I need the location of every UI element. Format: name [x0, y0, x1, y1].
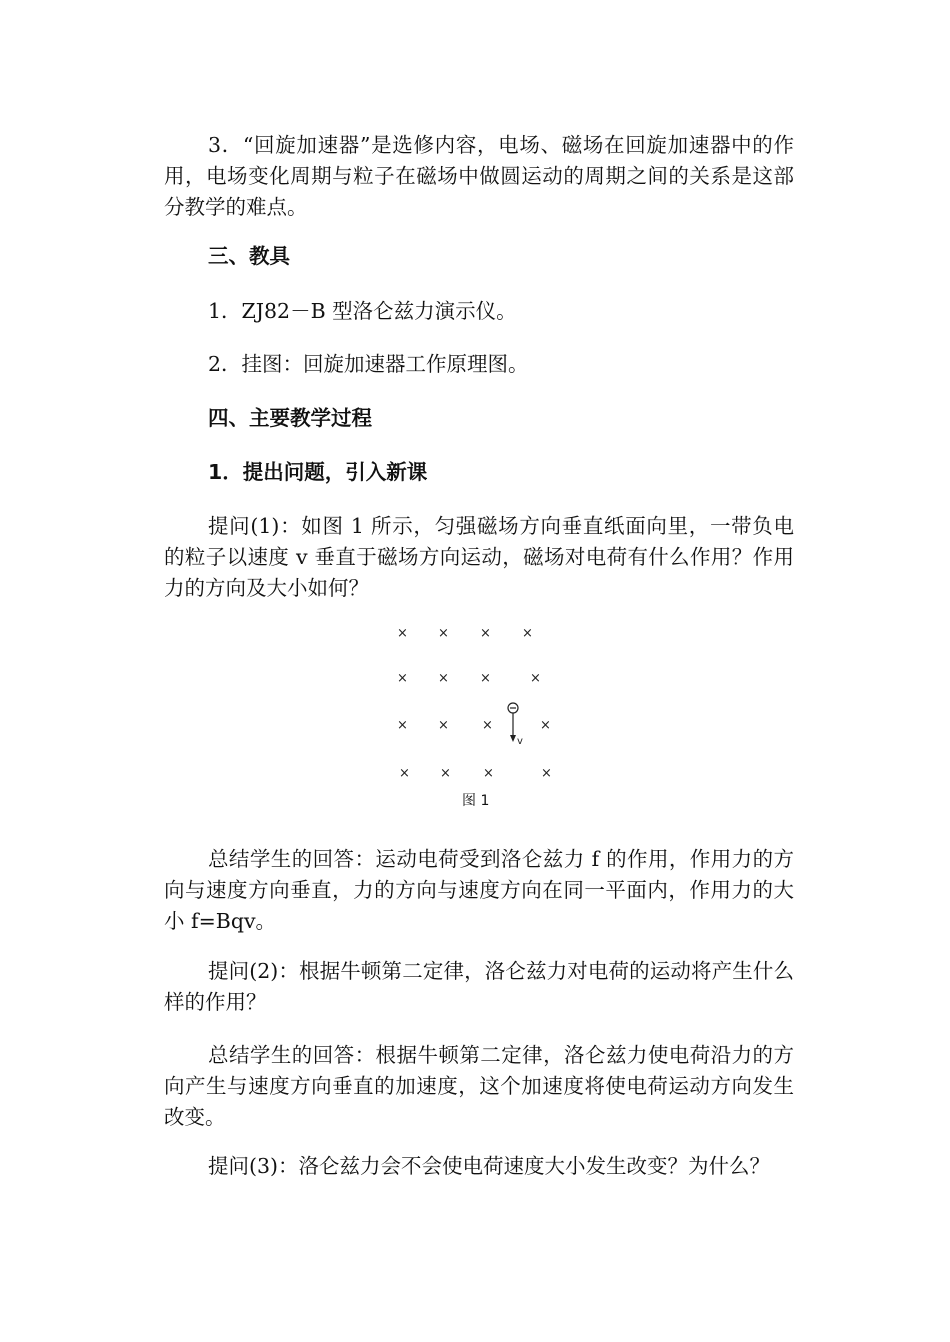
negative-charge-icon: [508, 703, 518, 713]
velocity-arrow-icon: [510, 713, 516, 742]
field-cross: ×: [397, 671, 408, 686]
field-cross: ×: [540, 718, 551, 733]
subheading-introduce-lesson: 1．提出问题，引入新课: [208, 460, 428, 484]
velocity-label: v: [517, 736, 523, 747]
list-item-demonstrator: 1．ZJ82－B 型洛仑兹力演示仪。: [208, 299, 517, 323]
paragraph-cyclotron-difficulty: 3．“回旋加速器”是选修内容，电场、磁场在回旋加速器中的作用，电场变化周期与粒子在磁场中做圆运动的周期之间的关系是这部分教学的难点。: [164, 133, 794, 219]
figure-caption: 图 1: [462, 793, 490, 809]
paragraph-answer-1: 总结学生的回答：运动电荷受到洛仑兹力 f 的作用，作用力的方向与速度方向垂直，力的方向与速度方向在同一平面内，作用力的大小 f=Bqv。: [164, 847, 794, 933]
paragraph-question-2: 提问(2)：根据牛顿第二定律，洛仑兹力对电荷的运动将产生什么样的作用？: [164, 959, 794, 1014]
field-cross: ×: [397, 626, 408, 641]
figure-1-drawing: [380, 616, 570, 816]
field-cross: ×: [399, 766, 410, 781]
field-cross: ×: [438, 671, 449, 686]
field-cross: ×: [480, 626, 491, 641]
paragraph-answer-2: 总结学生的回答：根据牛顿第二定律，洛仑兹力使电荷沿力的方向产生与速度方向垂直的加速度，这个加速度将使电荷运动方向发生改变。: [164, 1043, 794, 1129]
field-cross: ×: [522, 626, 533, 641]
field-cross: ×: [483, 766, 494, 781]
field-cross: ×: [438, 718, 449, 733]
list-item-wall-chart: 2．挂图：回旋加速器工作原理图。: [208, 352, 529, 376]
field-cross: ×: [397, 718, 408, 733]
figure-1-magnetic-field: [380, 616, 570, 816]
field-cross: ×: [482, 718, 493, 733]
paragraph-question-1: 提问(1)：如图 1 所示，匀强磁场方向垂直纸面向里，一带负电的粒子以速度 v 垂直于磁场方向运动，磁场对电荷有什么作用？作用力的方向及大小如何？: [164, 514, 794, 600]
heading-teaching-aids: 三、教具: [208, 244, 290, 268]
field-cross: ×: [541, 766, 552, 781]
field-cross: ×: [438, 626, 449, 641]
field-cross: ×: [440, 766, 451, 781]
heading-main-process: 四、主要教学过程: [208, 406, 372, 430]
field-cross: ×: [480, 671, 491, 686]
paragraph-question-3: 提问(3)：洛仑兹力会不会使电荷速度大小发生改变？为什么？: [208, 1154, 771, 1178]
field-cross: ×: [530, 671, 541, 686]
